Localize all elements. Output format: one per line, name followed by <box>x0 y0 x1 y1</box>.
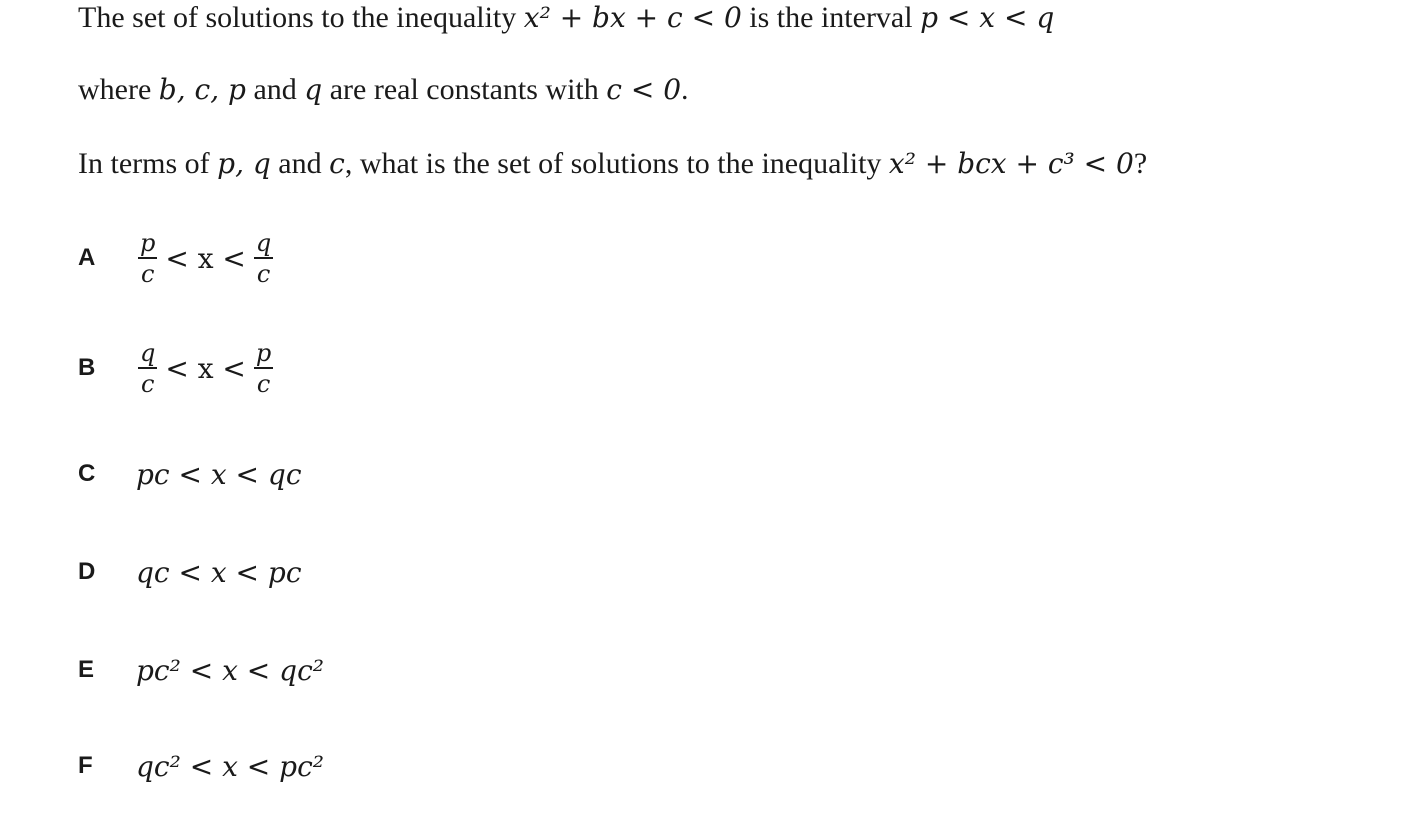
fraction <box>138 230 157 287</box>
question-text: , what is the set of solutions to the inequality <box>344 147 889 180</box>
question-text: In terms of <box>78 147 218 180</box>
denominator: c <box>256 369 271 398</box>
denominator: c <box>256 259 271 288</box>
denominator: c <box>140 259 155 288</box>
option-letter: D <box>78 558 96 585</box>
inequality-expression: x² + bx + c < 0 <box>523 1 742 34</box>
option-f[interactable] <box>78 726 324 806</box>
fraction <box>254 230 273 287</box>
option-letter: F <box>78 752 93 779</box>
option-expression <box>136 340 275 397</box>
option-letter: B <box>78 354 96 381</box>
question-text: . <box>681 73 689 106</box>
numerator: p <box>255 338 272 367</box>
constant-q: q <box>304 73 323 106</box>
numerator: q <box>255 228 272 257</box>
option-expression <box>136 230 275 287</box>
question-text: are real constants with <box>322 73 607 106</box>
denominator: c <box>140 369 155 398</box>
option-a[interactable] <box>78 218 275 298</box>
question-text: ? <box>1133 147 1148 180</box>
question-text: is the interval <box>741 1 921 34</box>
question-text: The set of solutions to the inequality <box>78 1 524 34</box>
target-inequality: x² + bcx + c³ < 0 <box>888 147 1134 180</box>
option-c[interactable] <box>78 434 302 514</box>
terms-list: p, q <box>217 147 271 180</box>
constants-list: b, c, p <box>158 73 246 106</box>
option-e[interactable] <box>78 630 324 710</box>
option-letter: A <box>78 244 96 271</box>
option-b[interactable] <box>78 328 275 408</box>
option-expression: qc² < x < pc² <box>136 749 324 783</box>
fraction <box>138 340 157 397</box>
question-line-3 <box>78 146 1147 182</box>
option-expression: pc² < x < qc² <box>136 653 324 687</box>
interval-expression: p < x < q <box>920 1 1055 34</box>
condition-expression: c < 0 <box>606 73 682 106</box>
option-letter: C <box>78 460 96 487</box>
question-line-2 <box>78 72 689 108</box>
relation: < x < <box>165 241 246 275</box>
question-text: and <box>270 147 330 180</box>
option-letter: E <box>78 656 95 683</box>
question-text: and <box>245 73 305 106</box>
relation: < x < <box>165 351 246 385</box>
question-text: where <box>78 73 159 106</box>
fraction <box>254 340 273 397</box>
numerator: p <box>140 228 156 257</box>
option-expression: qc < x < pc <box>136 555 302 589</box>
option-d[interactable] <box>78 532 302 612</box>
question-line-1 <box>78 0 1054 36</box>
numerator: q <box>140 338 156 367</box>
option-expression: pc < x < qc <box>136 457 302 491</box>
term-c: c <box>329 147 345 180</box>
